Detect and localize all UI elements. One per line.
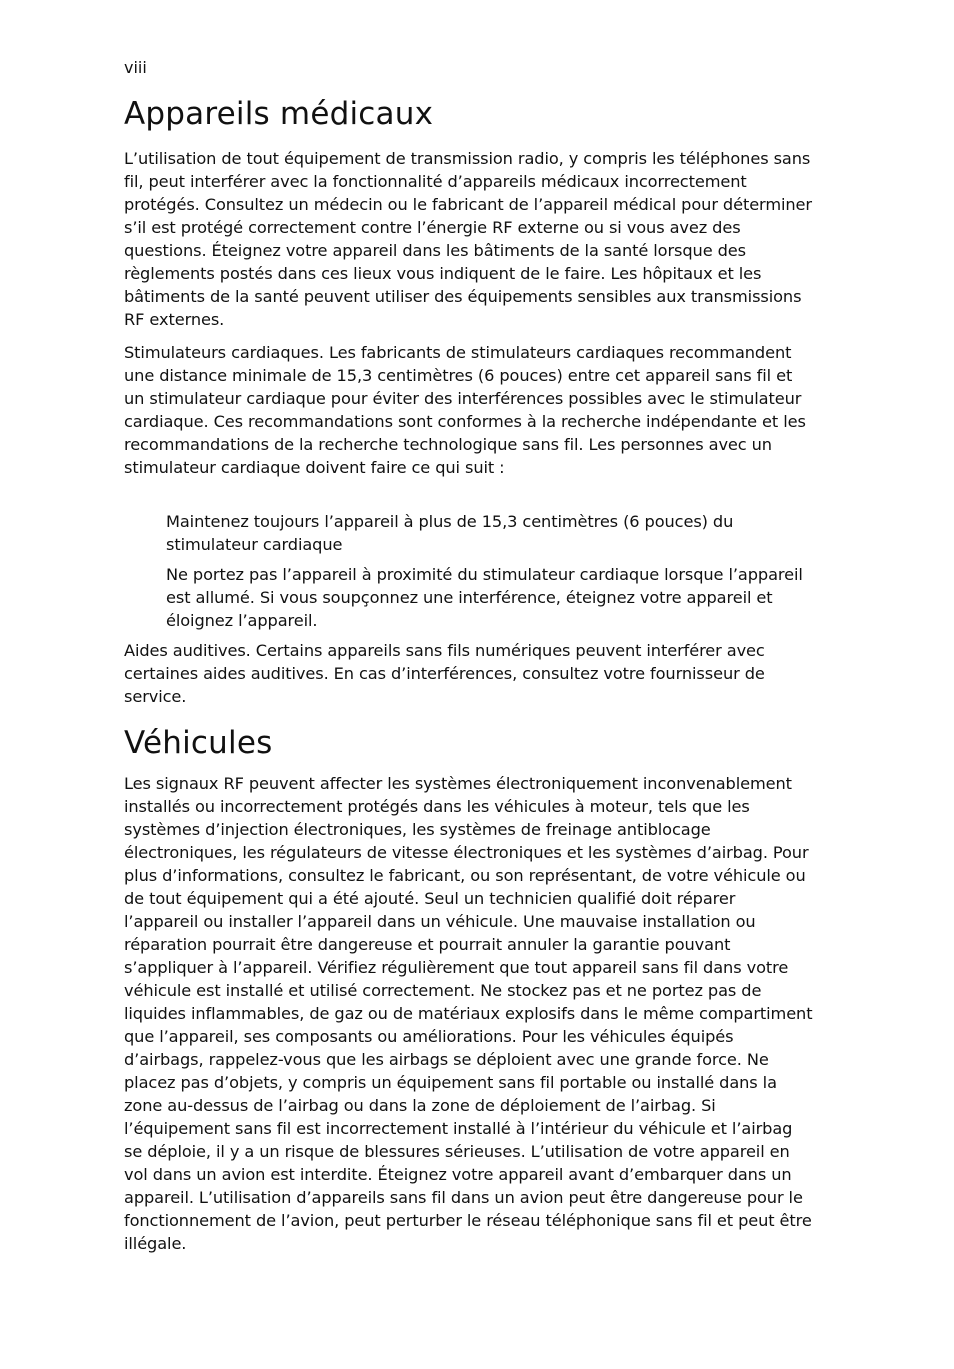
medical-devices-paragraph: L’utilisation de tout équipement de transmission radio, y compris les téléphones sans fil, peut interférer avec la fonctionnalité d’appareils médicaux incorrectement protégés. Consultez un médecin ou le fabricant de l’appareil médical pour déterminer s’il est protégé correctement contre l’énergie RF externe ou si vous avez des questions. Éteignez votre appareil dans les bâtiments de la santé lorsque des règlements postés dans ces lieux vous indiquent de le faire. Les hôpitaux et les bâtiments de la santé peuvent utiliser des équipements sensibles aux transmissions RF externes. bbox=[124, 149, 812, 329]
list-item: Ne portez pas l’appareil à proximité du stimulateur cardiaque lorsque l’appareil est allumé. Si vous soupçonnez une interférence, éteignez votre appareil et éloignez l’appareil. bbox=[166, 565, 803, 630]
section-title-vehicles: Véhicules bbox=[124, 725, 273, 761]
vehicles-paragraph: Les signaux RF peuvent affecter les systèmes électroniquement inconvenablement installés ou incorrectement protégés dans les véhicules à moteur, tels que les systèmes d’injection électroniques, les systèmes de freinage antiblocage électroniques, les régulateurs de vitesse électroniques et les systèmes d’airbag. Pour plus d’informations, consultez le fabricant, ou son représentant, de votre véhicule ou de tout équipement qui a été ajouté. Seul un technicien qualifié doit réparer l’appareil ou installer l’appareil dans un véhicule. Une mauvaise installation ou réparation pourrait être dangereuse et pourrait annuler la garantie pouvant s’appliquer à l’appareil. Vérifiez régulièrement que tout appareil sans fil dans votre véhicule est installé et utilisé correctement. Ne stockez pas et ne portez pas de liquides inflammables, de gaz ou de matériaux explosifs dans le même compartiment que l’appareil, ses composants ou améliorations. Pour les véhicules équipés d’airbags, rappelez-vous que les airbags se déploient avec une grande force. Ne placez pas d’objets, y compris un équipement sans fil portable ou installé dans la zone au-dessus de l’airbag ou dans la zone de déploiement de l’airbag. Si l’équipement sans fil est incorrectement installé à l’intérieur du véhicule et l’airbag se déploie, il y a un risque de blessures sérieuses. L’utilisation de votre appareil en vol dans un avion est interdite. Éteignez votre appareil avant d’embarquer dans un appareil. L’utilisation d’appareils sans fil dans un avion peut être dangereuse pour le fonctionnement de l’avion, peut perturber le réseau téléphonique sans fil et peut être illégale. bbox=[124, 774, 813, 1253]
pacemakers-text: . Les fabricants de stimulateurs cardiaques recommandent une distance minimale de 15,3 centimètres (6 pouces) entre cet appareil sans fil et un stimulateur cardiaque pour éviter des interférences possibles avec le stimulateur cardiaque. Ces recommandations sont conformes à la recherche indépendante et les recommandations de la recherche technologique sans fil. Les personnes avec un stimulateur cardiaque doivent faire ce qui suit : bbox=[124, 343, 806, 477]
page-number: viii bbox=[124, 58, 147, 77]
hearing-aids-text: . Certains appareils sans fils numériques peuvent interférer avec certaines aides auditives. En cas d’interférences, consultez votre fournisseur de service. bbox=[124, 641, 765, 706]
hearing-aids-lead: Aides auditives bbox=[124, 641, 246, 660]
section-title-medical-devices: Appareils médicaux bbox=[124, 96, 434, 132]
list-item: Maintenez toujours l’appareil à plus de 15,3 centimètres (6 pouces) du stimulateur cardiaque bbox=[166, 512, 734, 554]
pacemakers-lead: Stimulateurs cardiaques bbox=[124, 343, 319, 362]
hearing-aids-paragraph bbox=[124, 639, 814, 708]
pacemakers-paragraph bbox=[124, 341, 814, 479]
